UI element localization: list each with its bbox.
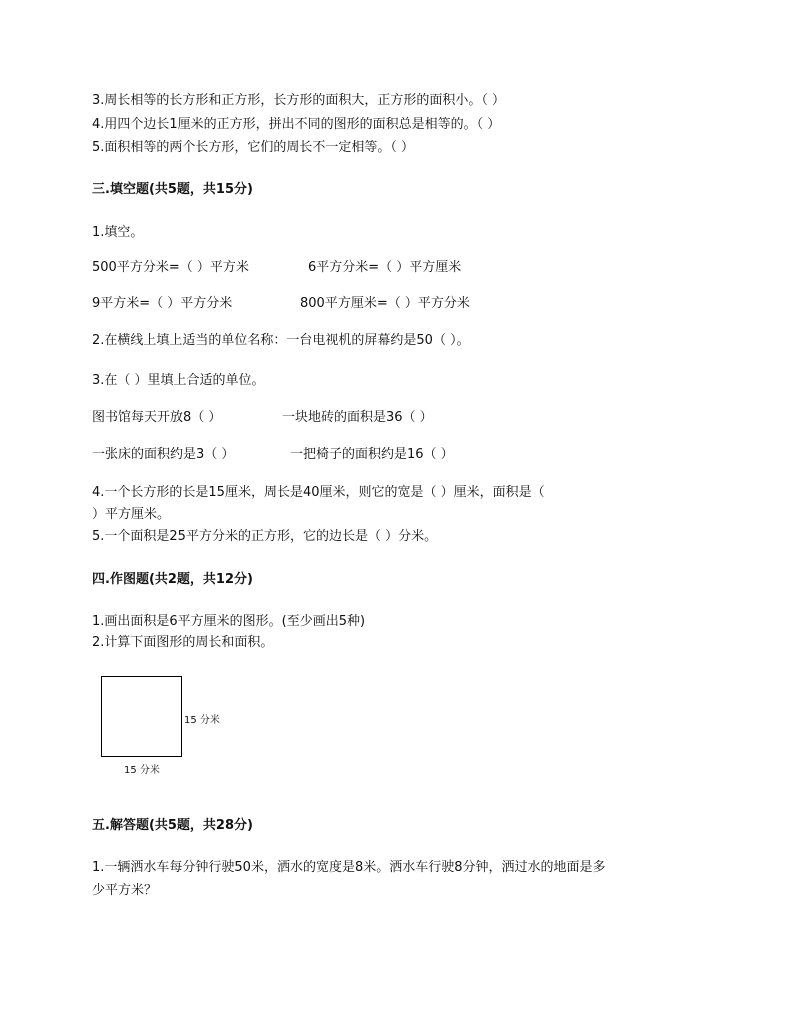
- fill-q3-item-d: 一把椅子的面积约是16（ ）: [290, 447, 454, 462]
- draw-question-1: 1.画出面积是6平方厘米的图形。(至少画出5种): [92, 614, 366, 629]
- fill-question-3-row-2: [92, 446, 454, 464]
- judge-question-3: 3.周长相等的长方形和正方形，长方形的面积大，正方形的面积小。（ ）: [92, 93, 506, 108]
- square-side-right-label: 15 分米: [184, 715, 220, 726]
- solve-question-1-line-2: 少平方米？: [92, 883, 158, 898]
- fill-question-3-title: 3.在（ ）里填上合适的单位。: [92, 373, 265, 388]
- fill-q3-item-a: 图书馆每天开放8（ ）: [92, 410, 222, 425]
- fill-q3-item-c: 一张床的面积约是3（ ）: [92, 447, 235, 462]
- fill-question-4-line-2: ）平方厘米。: [92, 507, 171, 522]
- fill-q1-item-d: 800平方厘米=（ ）平方分米: [300, 296, 470, 311]
- fill-q3-item-b: 一块地砖的面积是36（ ）: [282, 410, 433, 425]
- square-side-bottom-label: 15 分米: [124, 765, 160, 776]
- fill-question-1-title: 1.填空。: [92, 225, 144, 240]
- fill-question-2: 2.在横线上填上适当的单位名称：一台电视机的屏幕约是50（ ）。: [92, 333, 470, 348]
- fill-q1-item-b: 6平方分米=（ ）平方厘米: [308, 260, 462, 275]
- fill-question-5: 5.一个面积是25平方分米的正方形，它的边长是（ ）分米。: [92, 529, 438, 544]
- fill-question-1-row-2: [92, 295, 470, 313]
- fill-question-4-line-1: 4.一个长方形的长是15厘米，周长是40厘米，则它的宽是（ ）厘米，面积是（: [92, 485, 545, 500]
- fill-section-heading: 三.填空题(共5题，共15分): [92, 182, 253, 197]
- fill-q1-item-a: 500平方分米=（ ）平方米: [92, 260, 249, 275]
- judge-question-4: 4.用四个边长1厘米的正方形，拼出不同的图形的面积总是相等的。（ ）: [92, 117, 501, 132]
- solve-question-1-line-1: 1.一辆洒水车每分钟行驶50米，洒水的宽度是8米。洒水车行驶8分钟，洒过水的地面是多: [92, 860, 606, 875]
- fill-question-1-row-1: [92, 259, 461, 277]
- draw-question-2: 2.计算下面图形的周长和面积。: [92, 635, 274, 650]
- fill-q1-item-c: 9平方米=（ ）平方分米: [92, 296, 233, 311]
- draw-section-heading: 四.作图题(共2题，共12分): [92, 572, 253, 587]
- solve-section-heading: 五.解答题(共5题，共28分): [92, 818, 253, 833]
- judge-question-5: 5.面积相等的两个长方形，它们的周长不一定相等。（ ）: [92, 140, 415, 155]
- fill-question-3-row-1: [92, 409, 433, 427]
- square-figure: [101, 676, 182, 757]
